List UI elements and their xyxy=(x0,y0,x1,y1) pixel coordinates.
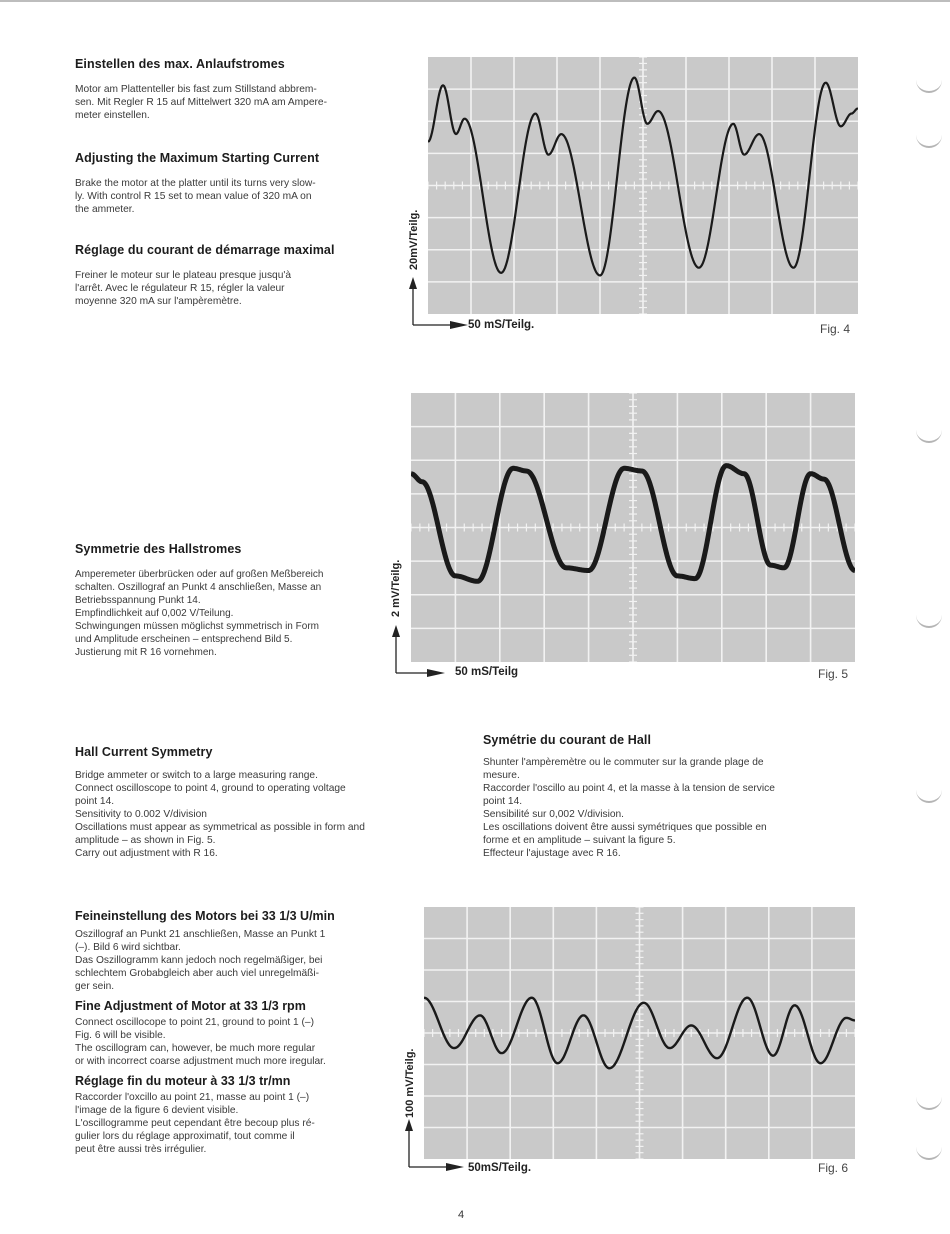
section-fine-adjustment xyxy=(75,909,377,1156)
binder-hole-mark xyxy=(916,785,942,803)
heading-en: Adjusting the Maximum Starting Current xyxy=(75,151,320,165)
paragraph-en: Connect oscillocope to point 21, ground to point 1 (–) Fig. 6 will be visible. The oscillogram can, however, be much more regular or with incorrect coarse adjustment much more iregular. xyxy=(75,1017,326,1067)
section-hall-symmetry-en xyxy=(75,745,470,860)
binder-hole-mark xyxy=(916,610,942,628)
binder-hole-mark xyxy=(916,425,942,443)
paragraph-de: Oszillograf an Punkt 21 anschließen, Masse an Punkt 1 (–). Bild 6 wird sichtbar. Das Oszillogramm kann jedoch noch regelmäßiger, bei schlechtem Grobabgleich aber auch viel unregelmäßi- ger sein. xyxy=(75,929,326,992)
fig4-axis-arrows xyxy=(406,275,476,335)
fig5-axis-arrows xyxy=(389,623,459,683)
heading-en: Hall Current Symmetry xyxy=(75,745,213,759)
fig6-x-axis-label: 50mS/Teilg. xyxy=(468,1162,532,1174)
binder-hole-mark xyxy=(916,130,942,148)
paragraph-en: Brake the motor at the platter until its turns very slow- ly. With control R 15 set to mean value of 320 mA on the ammeter. xyxy=(75,178,316,215)
oscillogram-fig6-svg xyxy=(424,907,855,1159)
binder-hole-mark xyxy=(916,1142,942,1160)
paragraph-fr: Shunter l'ampèremètre ou le commuter sur la grande plage de mesure. Raccorder l'oscillo au point 4, et la masse à la tension de service point 14. Sensibilité sur 0,002 V/division. Les oscillations doivent être aussi symétriques que possible en forme et en amplitude – suivant la figure 5. Effecteur l'ajustage avec R 16. xyxy=(483,757,775,859)
heading-fr: Réglage fin du moteur à 33 1/3 tr/mn xyxy=(75,1074,291,1088)
paragraph-fr: Freiner le moteur sur le plateau presque jusqu'à l'arrêt. Avec le régulateur R 15, régler la valeur moyenne 320 mA sur l'ampèremètre. xyxy=(75,270,292,307)
fig4-x-axis-label: 50 mS/Teilg. xyxy=(468,319,535,331)
fig6-axis-arrows xyxy=(402,1117,472,1177)
paragraph-en: Bridge ammeter or switch to a large measuring range. Connect oscilloscope to point 4, ground to operating voltage point 14. Sensitivity to 0.002 V/division Oscillations must appear as symmetrical as possible in form and amplitude – as shown in Fig. 5. Carry out adjustment with R 16. xyxy=(75,770,365,859)
heading-de: Symmetrie des Hallstromes xyxy=(75,542,242,556)
fig6-y-axis-label: 100 mV/Teilg. xyxy=(404,1048,416,1118)
heading-fr: Symétrie du courant de Hall xyxy=(483,733,652,747)
page-number: 4 xyxy=(458,1209,465,1221)
fig4-label: Fig. 4 xyxy=(820,322,851,336)
paragraph-fr: Raccorder l'oxcillo au point 21, masse au point 1 (–) l'image de la figure 6 devient visible. L'oscillogramme peut cependant être becoup plus ré- gulier lors du réglage approximatif, tout comme il peut être aussi très irrégulier. xyxy=(75,1092,315,1155)
heading-en: Fine Adjustment of Motor at 33 1/3 rpm xyxy=(75,999,306,1013)
section-hall-symmetry-fr xyxy=(483,733,855,860)
paragraph-de: Motor am Plattenteller bis fast zum Stillstand abbrem- sen. Mit Regler R 15 auf Mittelwert 320 mA am Ampere- meter einstellen. xyxy=(75,84,327,121)
oscillogram-fig5 xyxy=(411,393,855,662)
section-max-starting-current xyxy=(75,57,375,308)
oscillogram-fig6 xyxy=(424,907,855,1159)
heading-fr: Réglage du courant de démarrage maximal xyxy=(75,243,335,257)
fig6-label: Fig. 6 xyxy=(818,1161,849,1175)
fig4-y-axis-label: 20mV/Teilg. xyxy=(408,209,420,270)
fig5-label: Fig. 5 xyxy=(818,667,849,681)
oscillogram-fig4-svg xyxy=(428,57,858,314)
oscillogram-fig5-svg xyxy=(411,393,855,662)
fig5-x-axis-label: 50 mS/Teilg xyxy=(455,666,519,678)
oscillogram-fig4 xyxy=(428,57,858,314)
heading-de: Einstellen des max. Anlaufstromes xyxy=(75,57,285,71)
binder-hole-mark xyxy=(916,1092,942,1110)
heading-de: Feineinstellung des Motors bei 33 1/3 U/min xyxy=(75,909,335,923)
paragraph-de: Amperemeter überbrücken oder auf großen Meßbereich schalten. Oszillograf an Punkt 4 anschließen, Masse an Betriebsspannung Punkt 14. Empfindlichkeit auf 0,002 V/Teilung. Schwingungen müssen möglichst symmetrisch in Form und Amplitude erscheinen – entsprechend Bild 5. Justierung mit R 16 vornehmen. xyxy=(75,569,324,658)
section-hall-symmetry-de xyxy=(75,542,380,659)
fig5-y-axis-label: 2 mV/Teilg. xyxy=(390,559,402,617)
top-rule xyxy=(0,0,950,2)
binder-hole-mark xyxy=(916,75,942,93)
